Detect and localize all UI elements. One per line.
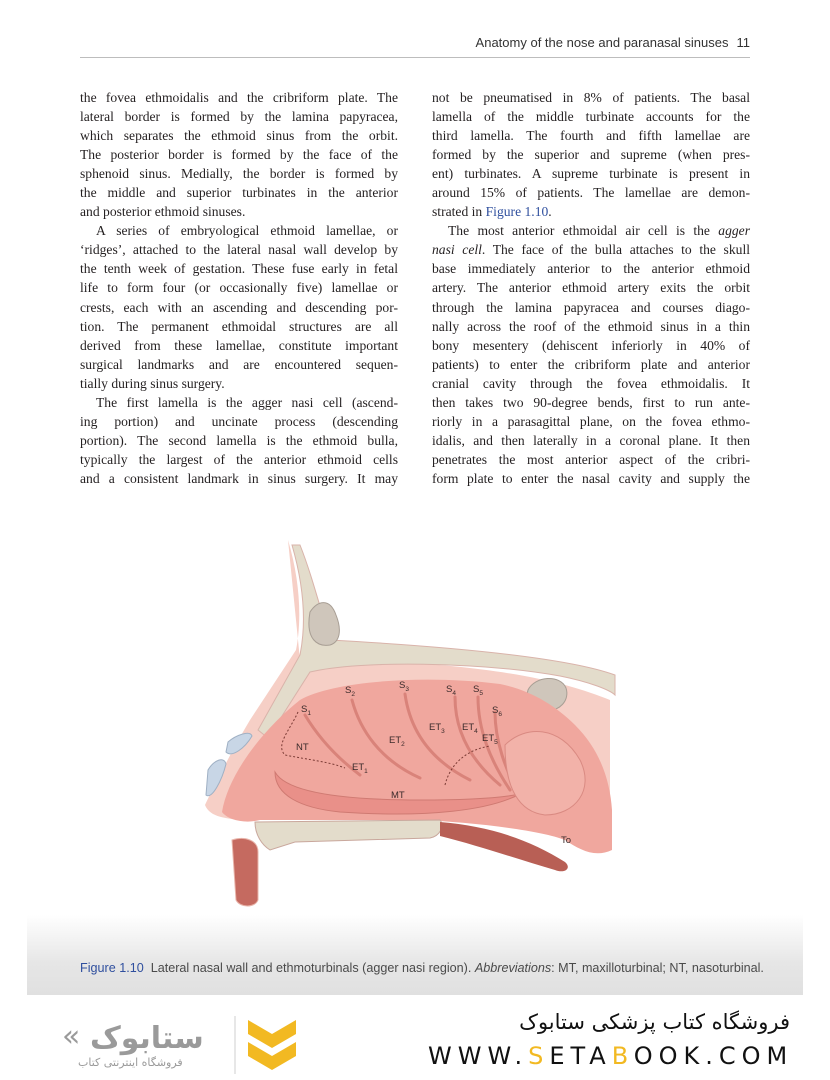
logo-chevrons-icon: «: [62, 1019, 81, 1054]
url-part: WWW.: [428, 1042, 529, 1070]
label-main: S: [345, 685, 352, 696]
frontal-sinus: [309, 603, 339, 646]
label-main: ET: [389, 735, 402, 746]
text-segment: the tenth week of gestation. These fuse early in fetal: [80, 261, 398, 277]
text-segment: lamella of the middle turbinate accounts for the: [432, 109, 750, 125]
text-segment: then takes two 90-degree bends, first to run ante-: [432, 394, 750, 410]
text-segment: the fovea ethmoidalis and the cribriform plate. The: [80, 90, 398, 105]
store-url[interactable]: [428, 1042, 793, 1070]
text-segment: bony mesentery (dehiscent inferiorly in 40% of: [432, 337, 750, 353]
label-main: S: [446, 684, 453, 695]
text-segment: through the lamina papyracea and courses diago-: [432, 299, 750, 315]
caption-abbr-text: : MT, maxilloturbinal; NT, nasoturbinal.: [551, 961, 764, 975]
text-segment: sphenoid sinus. Medially, the border is formed by: [80, 166, 398, 182]
text-segment: portion). The second lamella is the ethmoid bulla,: [80, 432, 398, 448]
figure-label-to: [561, 835, 571, 846]
text-segment: and a consistent landmark in sinus surgery. It may: [80, 470, 398, 486]
label-subscript: 6: [498, 711, 502, 718]
text-segment: surgical landmarks and are encountered sequen-: [80, 356, 398, 372]
label-main: S: [492, 705, 499, 716]
text-segment: artery. The anterior ethmoid artery exits the orbit: [432, 280, 750, 296]
label-subscript: 4: [474, 728, 478, 735]
text-segment: formed by the superior and supreme (when pres-: [432, 147, 750, 163]
text-segment: and posterior ethmoid sinuses.: [80, 204, 246, 220]
text-segment: idalis, and then laterally in a coronal plane. It then: [432, 432, 750, 448]
figure-number: Figure 1.10: [80, 961, 144, 975]
text-segment: third lamella. The fourth and fifth lamellae are: [432, 128, 750, 144]
caption-text: Lateral nasal wall and ethmoturbinals (agger nasi region).: [150, 961, 472, 975]
label-subscript: 1: [307, 710, 311, 717]
text-segment: not be pneumatised in 8% of patients. The basal: [432, 90, 750, 105]
text-segment: The most anterior ethmoidal air cell is the: [448, 223, 719, 239]
label-main: ET: [429, 722, 442, 733]
url-part: S: [528, 1042, 550, 1070]
figure-label-nt: [296, 742, 309, 753]
logo-chevron-icon: [248, 1020, 296, 1070]
running-title: Anatomy of the nose and paranasal sinuses: [475, 35, 729, 50]
label-main: S: [399, 680, 406, 691]
label-subscript: 5: [494, 739, 498, 746]
label-main: ET: [462, 722, 475, 733]
url-part: B: [611, 1042, 634, 1070]
label-subscript: 4: [452, 690, 456, 697]
label-main: S: [473, 684, 480, 695]
label-subscript: 1: [364, 768, 368, 775]
figure-caption: [80, 960, 770, 977]
text-segment: typically the largest of the anterior ethmoid cells: [80, 451, 398, 467]
text-segment: penetrates the most anterior aspect of the cribri-: [432, 451, 750, 467]
text-segment: derived from these lamellae, constitute important: [80, 337, 398, 353]
label-subscript: 2: [401, 741, 405, 748]
text-segment: life to form four (or occasionally five) lamellae or: [80, 280, 398, 296]
text-segment: which separates the ethmoid sinus from the orbit.: [80, 128, 398, 144]
label-subscript: 5: [479, 690, 483, 697]
logo-wordmark: ستابوک: [90, 1021, 204, 1056]
text-segment: The first lamella is the agger nasi cell (ascend-: [96, 394, 398, 410]
text-segment: A series of embryological ethmoid lamellae, or: [96, 223, 398, 239]
text-segment: The posterior border is formed by the face of the: [80, 147, 398, 163]
text-segment: cranial cavity through the fovea ethmoidalis. It: [432, 375, 750, 391]
label-main: S: [301, 704, 308, 715]
text-segment: base immediately anterior to the anterior ethmoid: [432, 261, 750, 277]
text-segment: strated in: [432, 204, 486, 220]
label-main: ET: [482, 733, 495, 744]
text-segment: lateral border is formed by the lamina papyracea,: [80, 109, 398, 125]
figure-label-mt: [391, 790, 405, 801]
text-segment: ing portion) and uncinate process (descending: [80, 413, 398, 429]
text-segment: nally across the roof of the ethmoid sinus in a thin: [432, 318, 750, 334]
text-segment: agger: [718, 223, 750, 239]
text-segment: around 15% of patients. The lamellae are demon-: [432, 185, 750, 201]
text-segment: .: [548, 204, 552, 220]
label-main: NT: [296, 742, 309, 753]
hard-palate: [255, 820, 442, 850]
upper-lip: [232, 839, 258, 907]
text-segment: . The face of the bulla attaches to the skull: [481, 242, 750, 258]
text-segment: tially during sinus surgery.: [80, 375, 225, 391]
logo-subtitle: فروشگاه اینترنتی کتاب: [78, 1056, 183, 1069]
text-segment: form plate to enter the nasal cavity and supply the: [432, 470, 750, 486]
text-segment: ‘ridges’, attached to the lateral nasal wall develop by: [80, 242, 398, 258]
url-part: OOK.COM: [633, 1042, 794, 1070]
page-number: 11: [736, 35, 750, 50]
label-main: MT: [391, 790, 405, 801]
label-subscript: 2: [351, 691, 355, 698]
text-segment: ent) turbinates. A supreme turbinate is present in: [432, 166, 750, 182]
figure-reference-link[interactable]: Figure 1.10: [485, 204, 549, 220]
text-segment: the middle and superior turbinates in the anterior: [80, 185, 398, 201]
label-main: ET: [352, 762, 365, 773]
text-segment: riorly in a parasagittal plane, on the fovea ethmo-: [432, 413, 750, 429]
caption-abbr-label: Abbreviations: [474, 961, 552, 975]
text-segment: crests, each with an ascending and descending por-: [80, 299, 398, 315]
text-segment: patients) to enter the cribriform plate and anterior: [432, 356, 750, 372]
text-segment: nasi cell: [432, 242, 482, 258]
label-subscript: 3: [405, 686, 409, 693]
label-subscript: 3: [441, 728, 445, 735]
label-main: To: [561, 835, 572, 846]
store-name: فروشگاه کتاب پزشکی ستابوک: [519, 1010, 790, 1034]
url-part: ETA: [549, 1042, 612, 1070]
text-segment: tion. The permanent ethmoidal structures are all: [80, 318, 398, 334]
